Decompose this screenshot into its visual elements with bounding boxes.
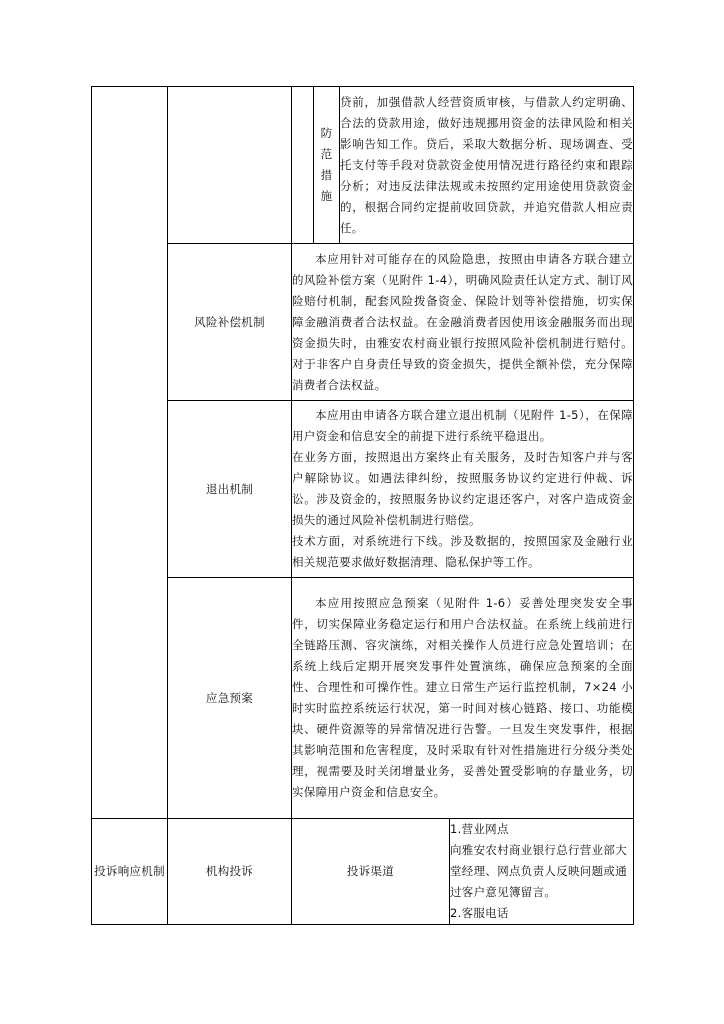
complaint-sub-label: 机构投诉 — [168, 819, 292, 925]
section-cell-continued — [92, 87, 168, 819]
exit-text: 本应用由申请各方联合建立退出机制（见附件 1-5），在保障用户资金和信息安全的前提下进行系统平稳退出。 在业务方面，按照退出方案终止有关服务，及时告知客户并与客户解除协议。如遇法律纠纷，按照服务协议约定进行仲裁、诉讼。涉及资金的，按照服务协议约定退还客户，对客户造成资金损失的通过风险补偿机制进行赔偿。 技术方面，对系统进行下线。涉及数据的，按照国家及金融行业相关规范要求做好数据清理、隐私保护等工作。 — [292, 401, 634, 578]
complaint-channel-text: 1.营业网点 向雅安农村商业银行总行营业部大堂经理、网点负责人反映问题或通过客户意见簿留言。 2.客服电话 — [450, 819, 634, 925]
prevention-text: 贷前，加强借款人经营资质审核，与借款人约定明确、合法的贷款用途，做好违规挪用资金的法律风险和相关影响告知工作。贷后，采取大数据分析、现场调查、受托支付等手段对贷款资金使用情况进行路径约束和跟踪分析；对违反法律法规或未按照约定用途使用贷款资金的，根据合同约定提前收回贷款，并追究借款人相应责任。 — [340, 87, 634, 244]
emergency-text: 本应用按照应急预案（见附件 1-6）妥善处理突发安全事件，切实保障业务稳定运行和用户合法权益。在系统上线前进行全链路压测、容灾演练，对相关操作人员进行应急处置培训；在系统上线后定期开展突发事件处置演练，确保应急预案的全面性、合理性和可操作性。建立日常生产运行监控机制，7×24 小时实时监控系统运行状况，第一时间对核心链路、接口、功能模块、硬件资源等的异常情况进行告警。一旦发生突发事件，根据其影响范围和危害程度，及时采取有针对性措施进行分级分类处理，视需要及时关闭增量业务，妥善处置受影响的存量业务，切实保障用户资金和信息安全。 — [292, 578, 634, 819]
subsection-cell-continued — [168, 87, 292, 244]
exit-row — [92, 401, 634, 578]
empty-narrow-cell — [292, 87, 314, 244]
compensation-row — [92, 244, 634, 401]
prevention-label: 防 范 措 施 — [314, 87, 340, 244]
complaint-row — [92, 819, 634, 925]
emergency-label: 应急预案 — [168, 578, 292, 819]
emergency-row — [92, 578, 634, 819]
prevention-row — [92, 87, 634, 244]
exit-label: 退出机制 — [168, 401, 292, 578]
compensation-label: 风险补偿机制 — [168, 244, 292, 401]
complaint-section-label: 投诉响应机制 — [92, 819, 168, 925]
complaint-channel-label: 投诉渠道 — [292, 819, 450, 925]
application-table — [91, 86, 634, 925]
compensation-text: 本应用针对可能存在的风险隐患，按照由申请各方联合建立的风险补偿方案（见附件 1-4），明确风险责任认定方式、制订风险赔付机制，配套风险拨备资金、保险计划等补偿措施，切实保障金融消费者合法权益。在金融消费者因使用该金融服务而出现资金损失时，由雅安农村商业银行按照风险补偿机制进行赔付。对于非客户自身责任导致的资金损失，提供全额补偿，充分保障消费者合法权益。 — [292, 244, 634, 401]
